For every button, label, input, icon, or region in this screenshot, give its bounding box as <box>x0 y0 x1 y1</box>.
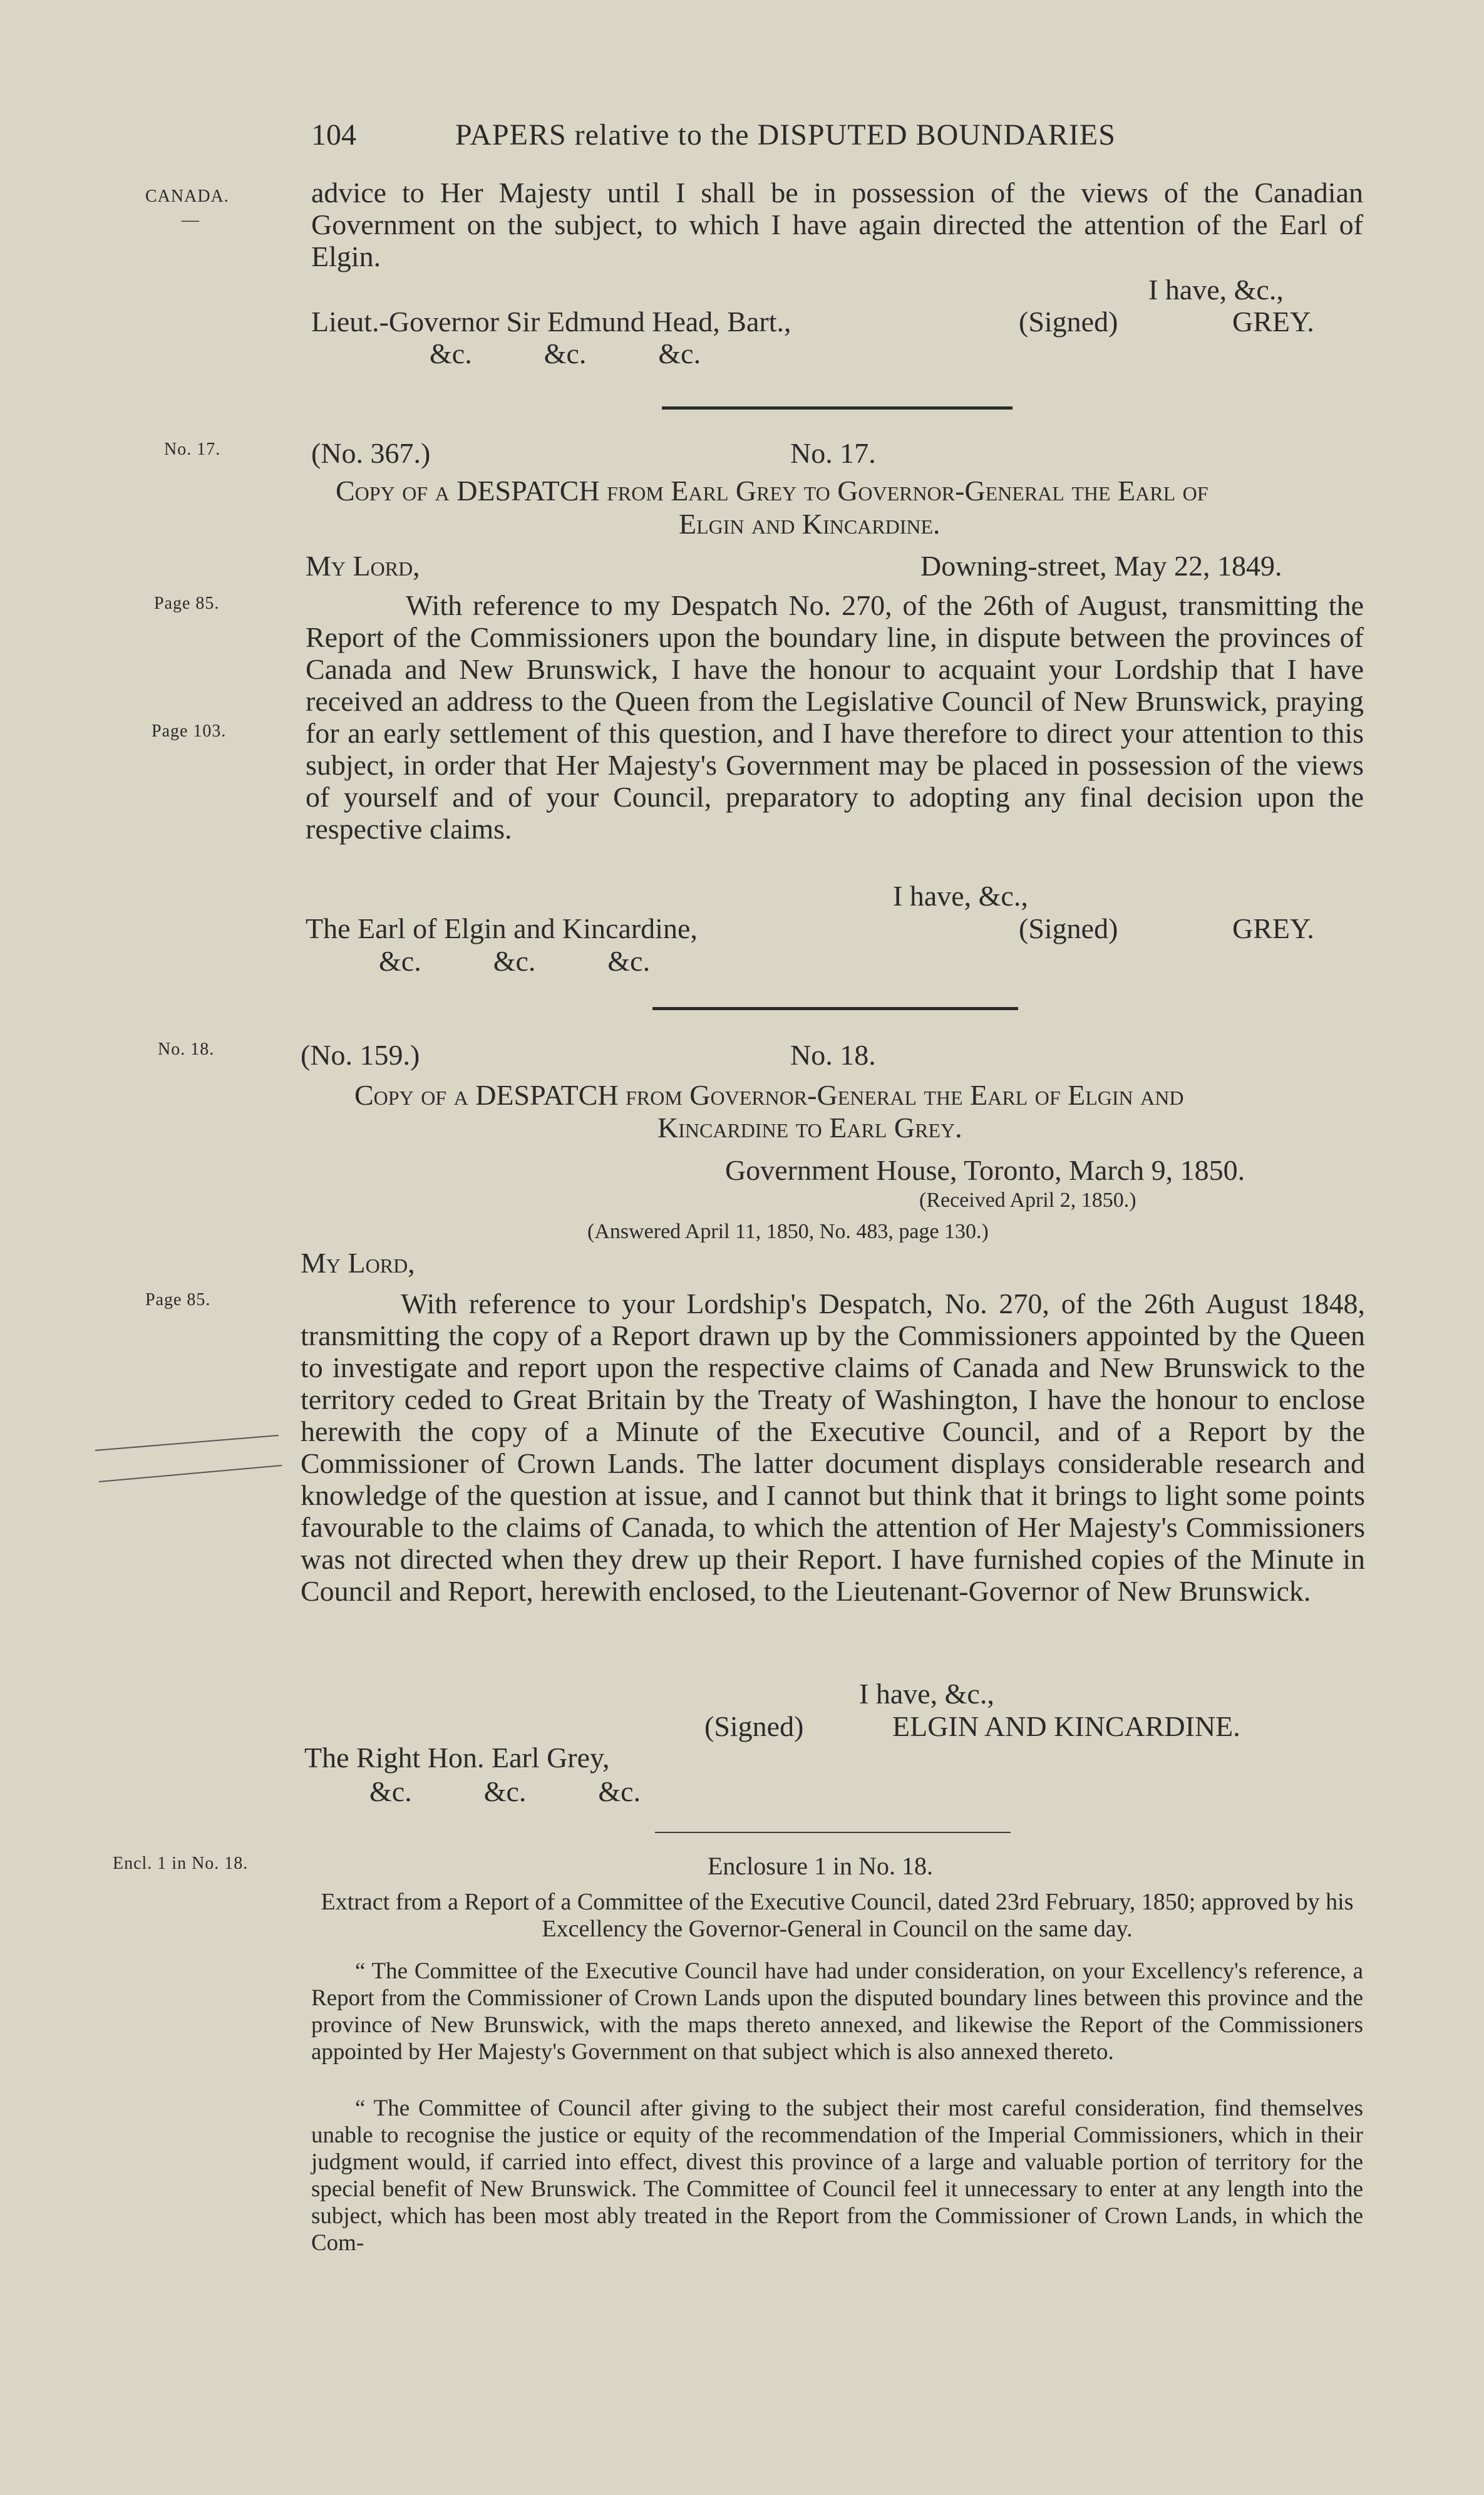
enclosure-para-1: “ The Committee of the Executive Council have had under consideration, on your Excellency's reference, a Report from the Commissioner of Crown Lands upon the disputed boundary lines between this province and the province of New Brunswick, with the maps thereto annexed, and likewise the Report of the Commissioners appointed by Her Majesty's Government on that subject which is also annexed thereto. <box>311 1958 1363 2065</box>
enclosure-extract: Extract from a Report of a Committee of the Executive Council, dated 23rd February, 1850; approved by his Excellency the Governor-General in Council on the same day. <box>321 1889 1354 1942</box>
d17-number: No. 17. <box>790 437 876 469</box>
margin-enclosure: Encl. 1 in No. 18. <box>113 1854 249 1873</box>
d18-received: (Received April 2, 1850.) <box>919 1189 1136 1212</box>
d18-caption-2: Kincardine to Earl Grey. <box>657 1112 962 1144</box>
margin-no17: No. 17. <box>164 440 221 459</box>
d18-number: No. 18. <box>790 1039 876 1071</box>
d17-i-have: I have, &c., <box>893 880 1028 912</box>
d18-caption-1: Copy of a DESPATCH from Governor-General the Earl of Elgin and <box>354 1079 1184 1111</box>
margin-page103: Page 103. <box>152 721 227 741</box>
d18-place-date: Government House, Toronto, March 9, 1850. <box>725 1154 1245 1186</box>
continued-paragraph: advice to Her Majesty until I shall be in possession of the views of the Canadian Government on the subject, to which I have again directed the attention of the Earl of Elgin. <box>311 177 1363 272</box>
d17-place-date: Downing-street, May 22, 1849. <box>920 550 1282 582</box>
d17-signed: (Signed) <box>1019 912 1118 944</box>
d18-addressee: The Right Hon. Earl Grey, <box>304 1742 610 1774</box>
d17-signer: GREY. <box>1232 912 1314 944</box>
d18-body: With reference to your Lordship's Despatch, No. 270, of the 26th August 1848, transmitting the copy of a Report drawn up by the Commissioners appointed by the Queen to investigate and report upon the respective claims of Canada and New Brunswick to the territory ceded to Great Britain by the Treaty of Washington, I have the honour to enclose herewith the copy of a Minute of the Executive Council, and of a Report by the Commissioner of Crown Lands. The latter document displays considerable research and knowledge of the question at issue, and I cannot but think that it brings to light some points favourable to the claims of Canada, to which the attention of Her Majesty's Commissioners was not directed when they drew up their Report. I have furnished copies of the Minute in Council and Report, herewith enclosed, to the Lieutenant-Governor of New Brunswick. <box>301 1288 1365 1607</box>
margin-page85-b: Page 85. <box>145 1290 211 1309</box>
d17-caption-1: Copy of a DESPATCH from Earl Grey to Governor-General the Earl of <box>336 475 1208 507</box>
section-rule-thin <box>655 1832 1011 1833</box>
pencil-marks <box>88 1422 288 1490</box>
top-signer: GREY. <box>1232 306 1314 338</box>
running-header <box>311 111 1338 155</box>
d18-salutation: My Lord, <box>301 1247 415 1279</box>
section-rule <box>662 406 1013 410</box>
d17-body: With reference to my Despatch No. 270, of the 26th of August, transmitting the Report of the Commissioners upon the boundary line, in dispute between the provinces of Canada and New Brunswick, I have the honour to acquaint your Lordship that I have received an address to the Queen from the Legislative Council of New Brunswick, praying for an early settlement of this question, and I have therefore to direct your attention to this subject, in order that Her Majesty's Government may be placed in possession of the views of yourself and of your Council, preparatory to adopting any final decision upon the respective claims. <box>306 589 1364 845</box>
d17-salutation: My Lord, <box>306 550 420 582</box>
page-title: PAPERS relative to the DISPUTED BOUNDARIES <box>455 118 1116 152</box>
page-number: 104 <box>311 118 356 152</box>
d18-ref: (No. 159.) <box>301 1039 420 1071</box>
d17-ref: (No. 367.) <box>311 437 431 469</box>
enclosure-heading: Enclosure 1 in No. 18. <box>708 1852 933 1880</box>
d18-signer: ELGIN AND KINCARDINE. <box>892 1710 1240 1742</box>
d17-caption-2: Elgin and Kincardine. <box>679 508 940 540</box>
d18-signed: (Signed) <box>704 1710 804 1742</box>
margin-page85-a: Page 85. <box>154 594 220 613</box>
d17-etc: &c. &c. &c. <box>379 945 651 977</box>
top-addressee: Lieut.-Governor Sir Edmund Head, Bart., <box>311 306 791 338</box>
d17-addressee: The Earl of Elgin and Kincardine, <box>306 912 698 944</box>
top-signed: (Signed) <box>1019 306 1118 338</box>
enclosure-para-2: “ The Committee of Council after giving to the subject their most careful consideration, find themselves unable to recognise the justice or equity of the recommendation of the Imperial Commissioners, which in their judgment would, if carried into effect, divest this province of a large and valuable portion of territory for the special benefit of New Brunswick. The Committee of Council feel it unnecessary to enter at any length into the subject, which has been most ably treated in the Report from the Commissioner of Crown Lands, in which the Com- <box>311 2095 1363 2256</box>
d18-answered: (Answered April 11, 1850, No. 483, page 130.) <box>587 1220 989 1243</box>
top-etc: &c. &c. &c. <box>430 338 701 369</box>
section-rule <box>652 1007 1018 1010</box>
margin-canada: CANADA. <box>145 187 229 206</box>
top-i-have: I have, &c., <box>1148 274 1284 306</box>
margin-canada-dash: — <box>182 210 200 230</box>
d18-etc: &c. &c. &c. <box>369 1775 641 1807</box>
margin-no18: No. 18. <box>158 1040 215 1059</box>
d18-i-have: I have, &c., <box>859 1678 994 1710</box>
